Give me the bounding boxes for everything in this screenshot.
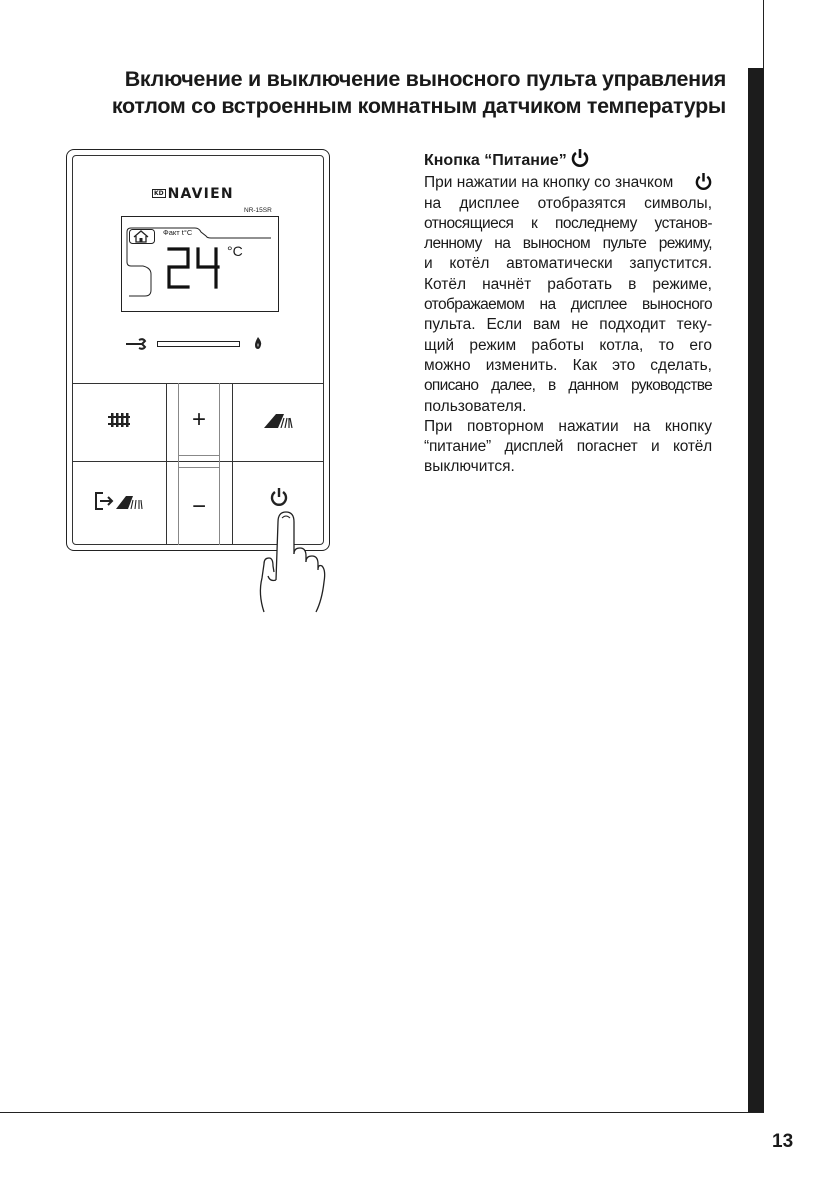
text-line: щий режим работы котла, то его	[424, 336, 712, 354]
level-indicator-bar	[157, 341, 240, 347]
away-icon	[94, 491, 144, 516]
heating-button[interactable]	[72, 384, 166, 461]
text-line: на дисплее отобразятся символы,	[424, 194, 712, 212]
text-line: относящиеся к последнему установ-	[424, 214, 712, 232]
section-heading: Кнопка “Питание”	[424, 148, 712, 171]
model-label: NR-15SR	[244, 207, 272, 214]
text-line: пользователя.	[424, 397, 527, 415]
paragraph-2	[424, 417, 712, 478]
home-icon	[129, 229, 155, 249]
button-grid-line	[166, 383, 167, 545]
power-button-description	[424, 148, 712, 478]
lcd-unit: °C	[227, 243, 243, 259]
wrench-icon	[125, 337, 147, 355]
title-line-1: Включение и выключение выносного пульта управления	[124, 67, 726, 91]
flame-icon	[254, 336, 262, 354]
chapter-sidebar-bar	[748, 68, 764, 1112]
lcd-temperature-digits	[166, 246, 226, 290]
text-line: описано далее, в данном руководстве	[424, 377, 712, 395]
radiator-icon	[108, 413, 130, 432]
text-line: можно изменить. Как это сделать,	[424, 356, 712, 374]
hand-icon	[256, 508, 328, 619]
button-grid-line	[219, 383, 220, 545]
paragraph-1	[424, 172, 712, 417]
plus-button[interactable]	[179, 384, 219, 455]
minus-button[interactable]	[179, 468, 219, 545]
text-line: выключится.	[424, 458, 515, 476]
page-number: 13	[772, 1131, 794, 1152]
away-mode-button[interactable]	[72, 462, 166, 545]
hot-water-button[interactable]	[233, 384, 324, 461]
title-line-2: котлом со встроенным комнатным датчиком температуры	[111, 94, 726, 118]
text-line: Котёл начнёт работать в режиме,	[424, 275, 712, 293]
lcd-mode-label: Факт t°C	[163, 228, 193, 237]
page-border-bottom	[0, 1112, 764, 1113]
plus-label: +	[191, 405, 206, 433]
power-icon	[567, 152, 589, 169]
text-line: ленному на выносном пульте режиму,	[424, 235, 712, 253]
power-icon	[695, 172, 712, 193]
text-line: При повторном нажатии на кнопку	[424, 417, 712, 435]
text-line: и котёл автоматически запустится.	[424, 255, 712, 273]
text-line: отображаемом на дисплее выносного	[424, 296, 712, 314]
brand-logo: KD NAVIEN	[154, 186, 234, 202]
text-line: “питание” дисплей погаснет и котёл	[424, 438, 712, 456]
page-title	[112, 66, 726, 120]
button-grid-line	[178, 455, 219, 456]
text-line: пульта. Если вам не подходит теку-	[424, 316, 712, 334]
minus-label: −	[191, 492, 206, 520]
hot-water-icon	[264, 412, 294, 433]
text-line: При нажатии на кнопку со значком	[424, 172, 712, 193]
